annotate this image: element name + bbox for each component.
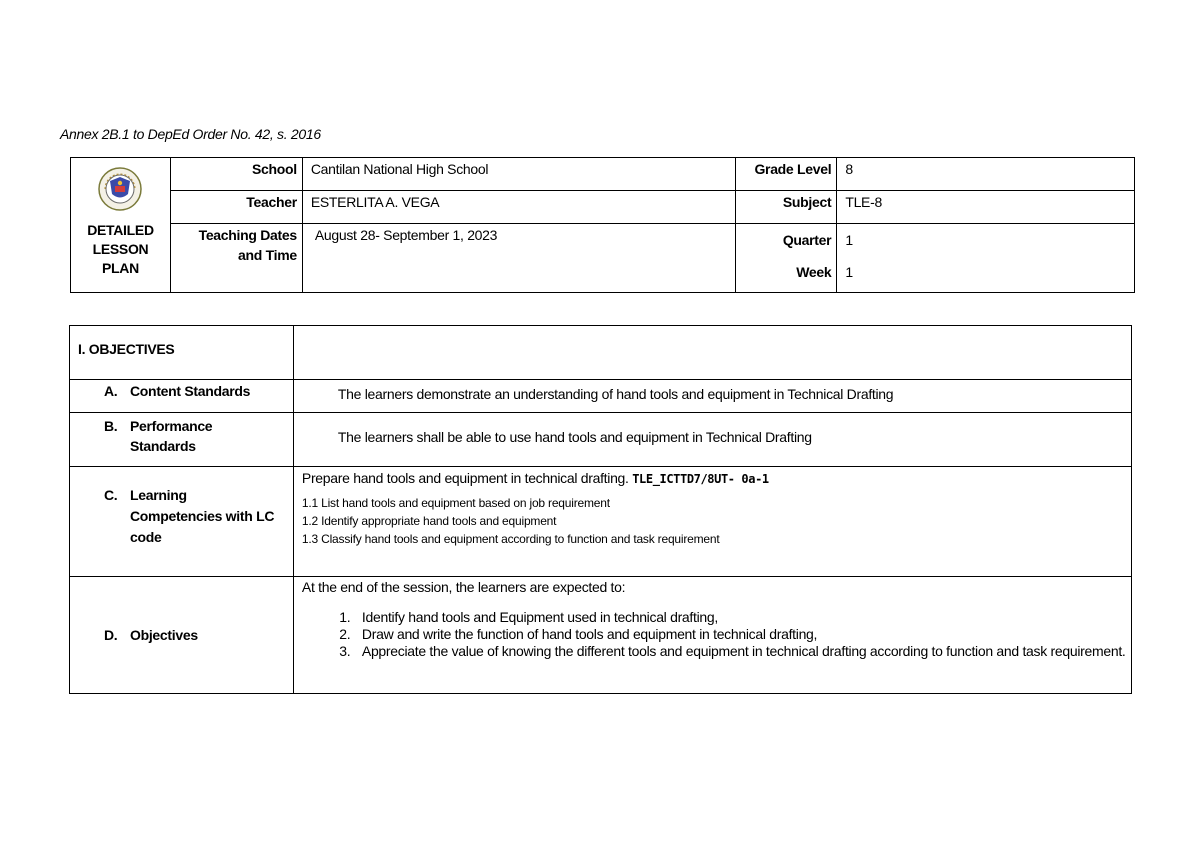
- subject-label: Subject: [736, 191, 837, 224]
- teacher-value: ESTERLITA A. VEGA: [302, 191, 736, 224]
- objectives-content: [293, 577, 1131, 694]
- grade-level-value: 8: [837, 158, 1135, 191]
- objective-item: 3. Appreciate the value of knowing the different tools and equipment in technical drafting according to function and task requirement.: [354, 643, 1131, 660]
- annex-reference: Annex 2B.1 to DepEd Order No. 42, s. 2016: [60, 126, 321, 142]
- school-value: Cantilan National High School: [302, 158, 736, 191]
- deped-logo-cell: [71, 158, 171, 293]
- quarter-week-labels: [736, 224, 837, 293]
- week-label: Week: [796, 264, 832, 280]
- objective-item: 2. Draw and write the function of hand tools and equipment in technical drafting,: [354, 626, 1131, 643]
- objectives-label: D. Objectives: [70, 577, 294, 694]
- objectives-table: [69, 325, 1132, 694]
- objectives-section-title: I. OBJECTIVES: [70, 326, 294, 380]
- subject-value: TLE-8: [837, 191, 1135, 224]
- learning-competencies-content: [293, 467, 1131, 577]
- learning-competencies-label: C. Learning Competencies with LC code: [70, 467, 294, 577]
- objectives-list: [302, 609, 1131, 660]
- performance-standards-label: B. Performance Standards: [70, 413, 294, 467]
- teaching-dates-label: Teaching Dates and Time: [170, 224, 302, 293]
- teacher-label: Teacher: [170, 191, 302, 224]
- week-value: 1: [845, 264, 853, 280]
- grade-level-label: Grade Level: [736, 158, 837, 191]
- competency-main: Prepare hand tools and equipment in technical drafting.: [301, 470, 629, 486]
- lc-code: TLE_ICTTD7/8UT- 0a-1: [632, 472, 769, 486]
- performance-standards-text: The learners shall be able to use hand tools and equipment in Technical Drafting: [293, 413, 1131, 467]
- objective-item: 1. Identify hand tools and Equipment used in technical drafting,: [354, 609, 1131, 626]
- plan-title: DETAILED LESSON PLAN: [87, 222, 154, 276]
- school-label: School: [170, 158, 302, 191]
- competency-item: 1.3 Classify hand tools and equipment according to function and task requirement: [301, 532, 720, 546]
- objectives-intro: At the end of the session, the learners are expected to:: [301, 579, 626, 595]
- content-standards-label: A. Content Standards: [70, 380, 294, 413]
- deped-seal-icon: [97, 166, 143, 212]
- quarter-value: 1: [845, 232, 853, 248]
- competency-item: 1.1 List hand tools and equipment based on job requirement: [301, 496, 610, 510]
- objectives-section-blank: [293, 326, 1131, 380]
- lesson-header-table: [70, 157, 1135, 293]
- competency-item: 1.2 Identify appropriate hand tools and equipment: [301, 514, 557, 528]
- quarter-week-values: [837, 224, 1135, 293]
- content-standards-text: The learners demonstrate an understanding of hand tools and equipment in Technical Drafting: [293, 380, 1131, 413]
- quarter-label: Quarter: [782, 232, 832, 248]
- teaching-dates-value: August 28- September 1, 2023: [302, 224, 736, 293]
